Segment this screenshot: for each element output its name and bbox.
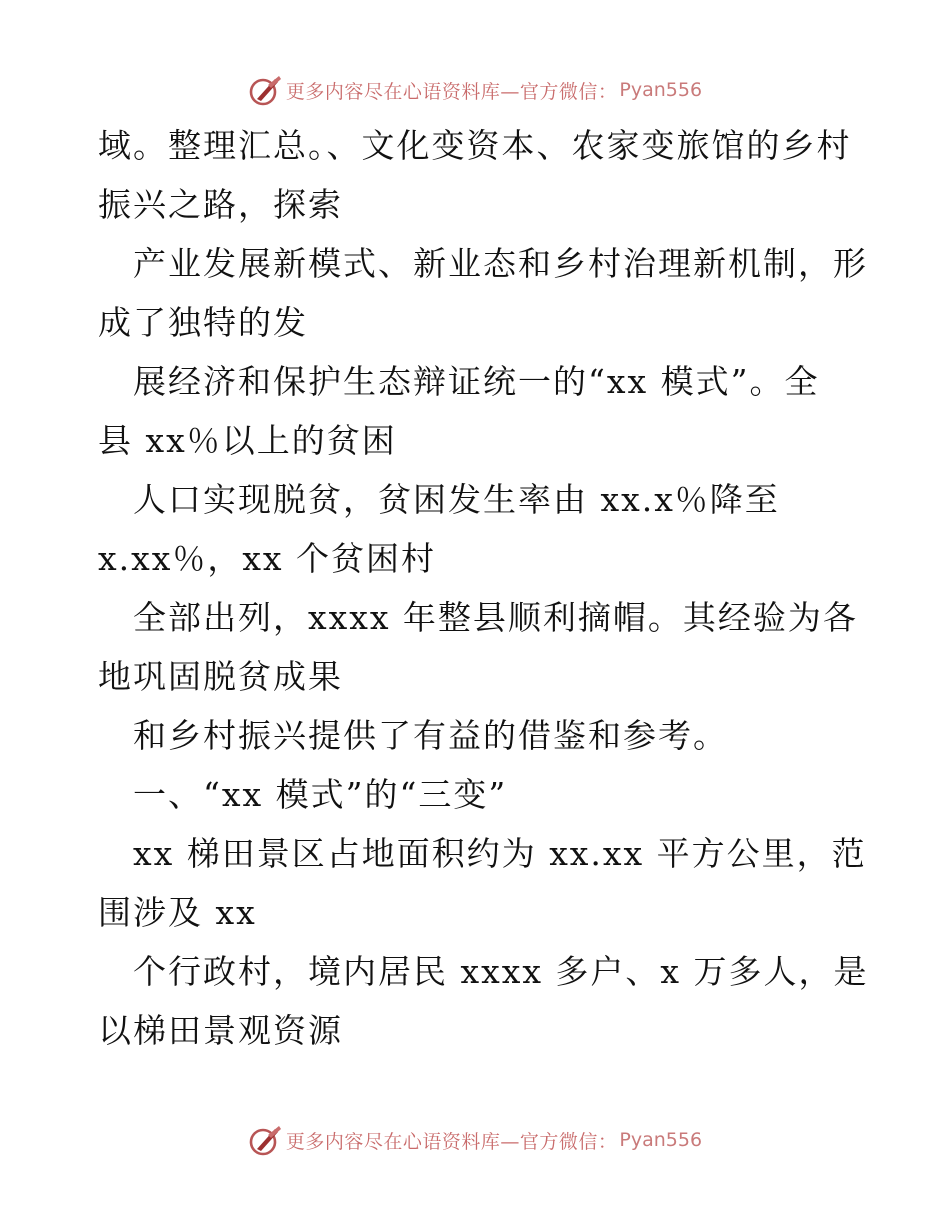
body-line: xx 梯田景区占地面积约为 xx.xx 平方公里，范 bbox=[133, 834, 867, 873]
body-line: 振兴之路，探索 bbox=[98, 185, 343, 224]
header-watermark bbox=[0, 70, 950, 110]
wechat-id: Pyan556 bbox=[619, 79, 703, 101]
body-line: 以梯田景观资源 bbox=[98, 1011, 343, 1050]
quill-pen-circle-icon bbox=[248, 1123, 282, 1157]
body-line: 人口实现脱贫，贫困发生率由 xx.x％降至 bbox=[133, 480, 780, 519]
body-line: 和乡村振兴提供了有益的借鉴和参考。 bbox=[133, 716, 728, 755]
document-body bbox=[98, 116, 878, 1060]
watermark-text: 更多内容尽在心语资料库—官方微信： bbox=[285, 80, 618, 103]
quill-pen-circle-icon bbox=[248, 73, 282, 107]
body-line: 域。整理汇总。、文化变资本、农家变旅馆的乡村 bbox=[98, 126, 852, 165]
body-line: 个行政村，境内居民 xxxx 多户、x 万多人，是 bbox=[133, 952, 869, 991]
body-line: 县 xx％以上的贫困 bbox=[98, 421, 397, 460]
watermark-text: 更多内容尽在心语资料库—官方微信： bbox=[285, 1130, 618, 1153]
footer-watermark bbox=[0, 1120, 950, 1160]
body-line: 地巩固脱贫成果 bbox=[98, 657, 343, 696]
body-line: 展经济和保护生态辩证统一的“xx 模式”。全 bbox=[133, 362, 820, 401]
body-line: 围涉及 xx bbox=[98, 893, 257, 932]
body-line: 全部出列，xxxx 年整县顺利摘帽。其经验为各 bbox=[133, 598, 858, 637]
wechat-id: Pyan556 bbox=[619, 1129, 703, 1151]
body-line: 产业发展新模式、新业态和乡村治理新机制，形 bbox=[133, 244, 868, 283]
body-line: 成了独特的发 bbox=[98, 303, 308, 342]
section-heading: 一、“xx 模式”的“三变” bbox=[133, 775, 508, 814]
body-line: x.xx％，xx 个贫困村 bbox=[98, 539, 437, 578]
